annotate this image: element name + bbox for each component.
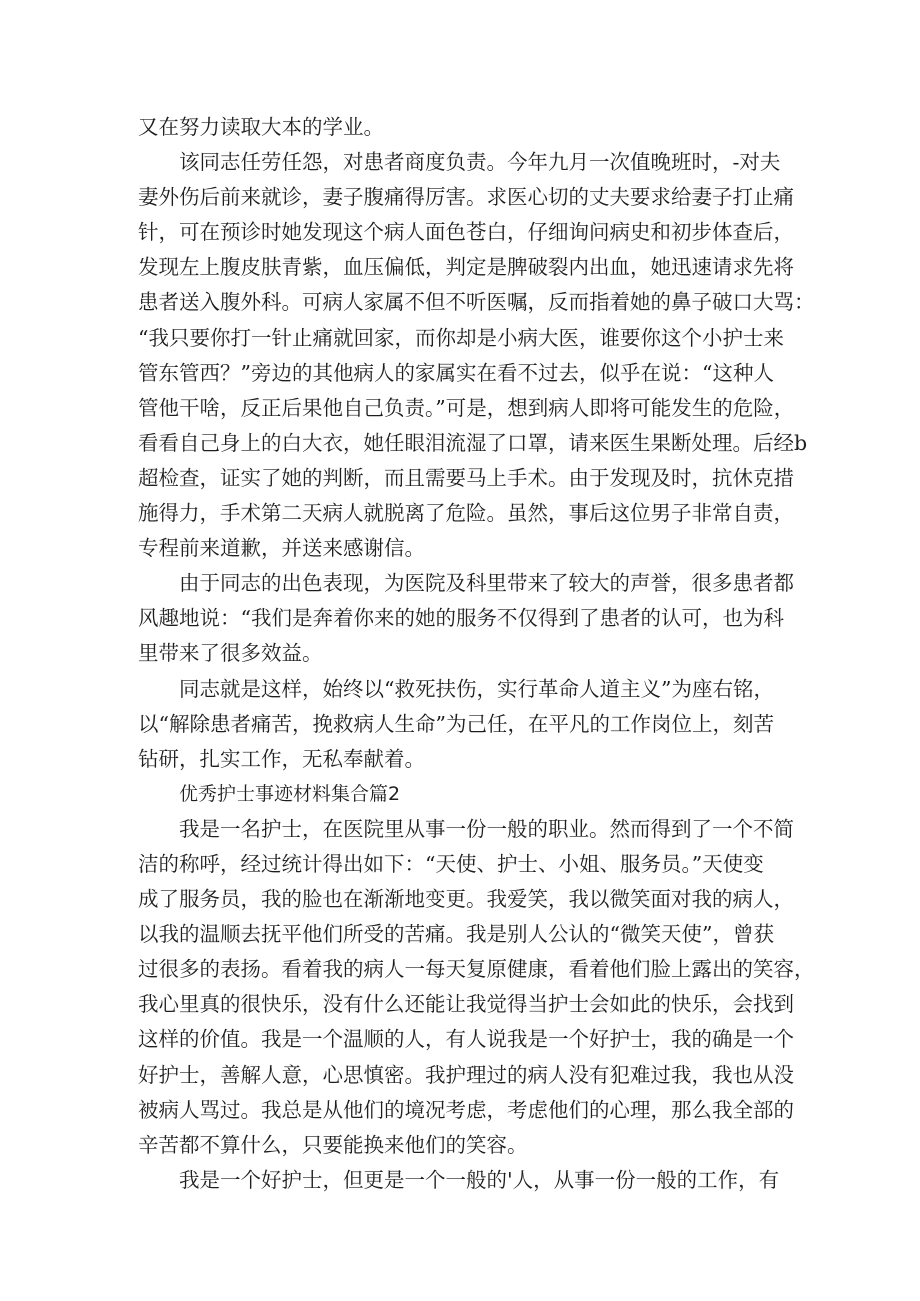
text-line: 我心里真的很快乐，没有什么还能让我觉得当护士会如此的快乐，会找到 [138, 992, 794, 1017]
document-body [138, 110, 815, 1198]
text-line: 由于同志的出色表现，为医院及科里带来了较大的声誉，很多患者都 [179, 571, 794, 596]
text-line: 里带来了很多效益。 [138, 641, 323, 666]
text-line: 看看自己身上的白大衣，她任眼泪流湿了口罩，请来医生果断处理。后经b [138, 430, 808, 455]
text-line: 以“解除患者痛苦，挽救病人生命”为己任，在平凡的工作岗位上，刻苦 [138, 711, 774, 736]
text-line: “我只要你打一针止痛就回家，而你却是小病大医，谁要你这个小护士来 [138, 325, 784, 350]
text-line: 同志就是这样，始终以“救死扶伤，实行革命人道主义”为座右铭， [179, 676, 774, 701]
text-line: 管东管西？”旁边的其他病人的家属实在看不过去，似乎在说：“这种人 [138, 360, 774, 385]
text-line: 施得力，手术第二天病人就脱离了危险。虽然，事后这位男子非常自责， [138, 501, 794, 526]
text-line: 钻研，扎实工作，无私奉献着。 [138, 746, 425, 771]
text-line: 成了服务员，我的脸也在渐渐地变更。我爱笑，我以微笑面对我的病人， [138, 887, 794, 912]
text-line: 风趣地说：“我们是奔着你来的她的服务不仅得到了患者的认可，也为科 [138, 606, 784, 631]
section-heading: 优秀护士事迹材料集合篇2 [179, 782, 401, 805]
text-line: 专程前来道歉，并送来感谢信。 [138, 536, 425, 561]
text-line: 我是一名护士，在医院里从事一份一般的职业。然而得到了一个不简 [179, 816, 794, 841]
text-line: 管他干啥，反正后果他自己负责。”可是，想到病人即将可能发生的危险， [138, 395, 795, 420]
text-line: 洁的称呼，经过统计得出如下：“天使、护士、小姐、服务员。”天使变 [138, 851, 764, 876]
text-line: 发现左上腹皮肤青紫，血压偏低，判定是脾破裂内出血，她迅速请求先将 [138, 255, 794, 280]
text-line: 辛苦都不算什么，只要能换来他们的笑容。 [138, 1132, 528, 1157]
text-line: 妻外伤后前来就诊，妻子腹痛得厉害。求医心切的丈夫要求给妻子打止痛 [138, 185, 794, 210]
text-line: 我是一个好护士，但更是一个一般的'人，从事一份一般的工作，有 [179, 1167, 780, 1192]
text-line: 该同志任劳任怨，对患者商度负责。今年九月一次值晚班时，-对夫 [179, 150, 781, 175]
text-line: 这样的价值。我是一个温顺的人，有人说我是一个好护士，我的确是一个 [138, 1027, 794, 1052]
text-line: 超检查，证实了她的判断，而且需要马上手术。由于发现及时，抗休克措 [138, 465, 794, 490]
text-line: 患者送入腹外科。可病人家属不但不听医嘱，反而指着她的鼻子破口大骂： [138, 290, 815, 315]
text-line: 被病人骂过。我总是从他们的境况考虑，考虑他们的心理，那么我全部的 [138, 1097, 794, 1122]
text-line: 以我的温顺去抚平他们所受的苦痛。我是别人公认的“微笑天使”，曾获 [138, 922, 774, 947]
text-line: 针，可在预诊时她发现这个病人面色苍白，仔细询问病史和初步体查后， [138, 220, 794, 245]
text-line: 又在努力读取大本的学业。 [138, 115, 384, 139]
text-line: 好护士，善解人意，心思慎密。我护理过的病人没有犯难过我，我也从没 [138, 1062, 794, 1087]
text-line: 过很多的表扬。看着我的病人一每天复原健康，看着他们脸上露出的笑容， [138, 957, 815, 982]
